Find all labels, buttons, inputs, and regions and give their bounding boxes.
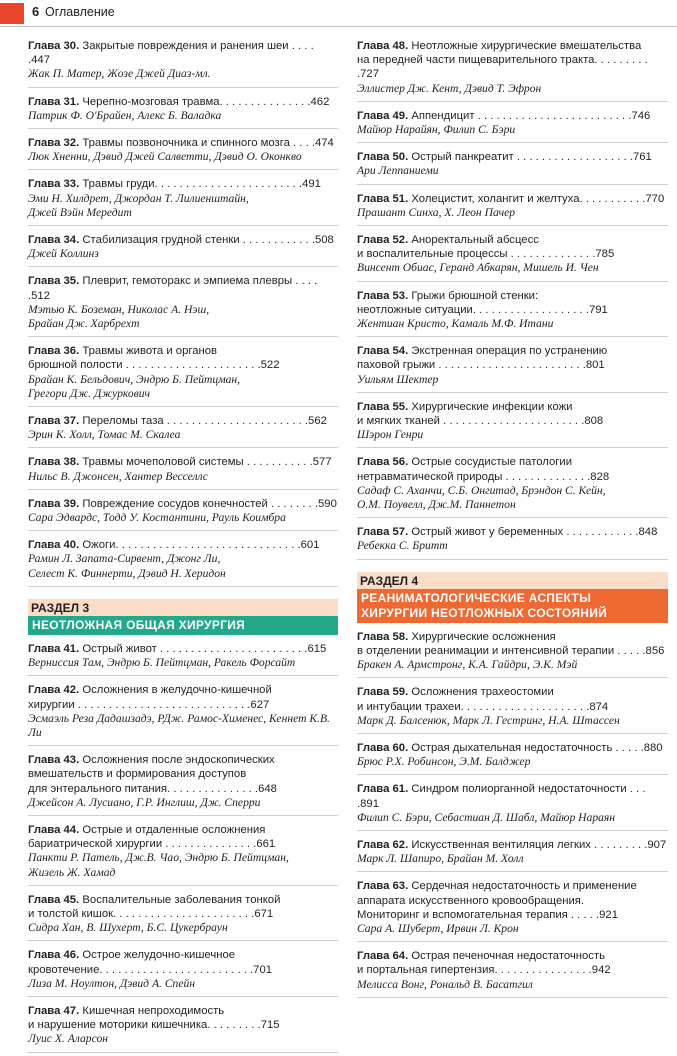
section-label: РАЗДЕЛ 3: [28, 599, 338, 616]
toc-entry[interactable]: [357, 451, 668, 518]
chapter-number: Глава 45.: [28, 893, 83, 906]
toc-entry[interactable]: [28, 410, 338, 448]
section-title-banner: [28, 616, 338, 635]
chapter-authors: Садаф С. Аханчи, С.Б. Онгитад, Брэндон С. Кейн,: [357, 483, 606, 497]
toc-entry[interactable]: [357, 340, 668, 393]
chapter-title: [28, 344, 338, 372]
chapter-title-line: Плеврит, гемоторакс и эмпиема плевры . . . . .512: [28, 275, 318, 302]
toc-entry[interactable]: [357, 146, 668, 184]
chapter-number: Глава 63.: [357, 880, 412, 893]
toc-entry[interactable]: [28, 35, 338, 88]
chapter-title-line: Травмы живота и органов: [82, 345, 218, 358]
chapter-number: Глава 33.: [28, 178, 83, 191]
chapter-number: Глава 32.: [28, 137, 83, 150]
chapter-authors: Лиза М. Ноултон, Дэвид А. Спейн: [28, 976, 196, 990]
section-title-line: ХИРУРГИИ НЕОТЛОЖНЫХ СОСТОЯНИЙ: [361, 605, 608, 620]
section-title-banner: [357, 589, 668, 623]
chapter-authors: Марк Л. Шапиро, Брайан М. Холл: [357, 852, 524, 866]
chapter-title-line: Аноректальный абсцесс: [411, 234, 539, 247]
chapter-title: [357, 782, 668, 810]
chapter-title-line: и воспалительные процессы . . . . . . . . . . . . . .785: [357, 248, 615, 261]
chapter-authors: Эрин К. Холл, Томас М. Скалеа: [28, 428, 181, 442]
chapter-title-line: Хирургические инфекции кожи: [411, 400, 573, 413]
chapter-title: [357, 525, 668, 539]
chapter-title: [28, 753, 338, 796]
chapter-authors: Люк Хненни, Дэвид Джей Салветти, Дэвид О. Оконкво: [28, 150, 302, 164]
chapter-title-line: Неотложные хирургические вмешательства: [411, 40, 642, 52]
chapter-title-line: и мягких тканей . . . . . . . . . . . . . . . . . . . . . . .808: [357, 415, 604, 428]
chapter-title-line: Травмы груди. . . . . . . . . . . . . . . . . . . . . . . .491: [82, 178, 321, 191]
chapter-title-line: Искусственная вентиляция легких . . . . . . . . .907: [411, 838, 667, 851]
chapter-title-line: Острая дыхательная недостаточность . . . . .880: [411, 741, 663, 754]
toc-entry[interactable]: [28, 270, 338, 337]
chapter-title-line: паховой грыжи . . . . . . . . . . . . . . . . . . . . . . . .801: [357, 359, 605, 372]
chapter-number: Глава 62.: [357, 838, 412, 851]
chapter-number: Глава 30.: [28, 40, 83, 52]
chapter-number: Глава 56.: [357, 456, 412, 469]
chapter-title: [357, 192, 668, 206]
chapter-title-line: аппарата искусственного кровообращения.: [357, 894, 585, 907]
chapter-number: Глава 37.: [28, 415, 83, 428]
toc-entry[interactable]: [357, 521, 668, 559]
toc-entry[interactable]: [357, 875, 668, 942]
chapter-number: Глава 31.: [28, 95, 83, 108]
toc-entry[interactable]: [357, 229, 668, 282]
chapter-title-line: Грыжи брюшной стенки:: [411, 289, 539, 302]
toc-entry[interactable]: [357, 35, 668, 102]
chapter-title-line: Острый живот . . . . . . . . . . . . . . . . . . . . . . . .615: [82, 642, 327, 655]
chapter-title: [28, 39, 338, 67]
toc-entry[interactable]: [357, 626, 668, 679]
chapter-authors: Джей Коллинз: [28, 247, 99, 261]
chapter-title-line: бариатрической хирургии . . . . . . . . . . . . . . .661: [28, 838, 276, 851]
chapter-authors: Жентиан Кристо, Камаль М.Ф. Итани: [357, 317, 554, 331]
chapter-title: [357, 879, 668, 922]
chapter-authors: Нильс В. Джонсен, Хантер Весселлс: [28, 469, 208, 483]
chapter-authors: Филип С. Бэри, Себастиан Д. Шабл, Майюр Нараян: [357, 810, 616, 824]
chapter-title: [28, 1004, 338, 1032]
toc-entry[interactable]: [357, 396, 668, 449]
chapter-authors: Луис Х. Аларсон: [28, 1032, 108, 1046]
chapter-number: Глава 38.: [28, 456, 83, 469]
chapter-title: [28, 136, 338, 150]
chapter-number: Глава 40.: [28, 539, 83, 552]
chapter-number: Глава 54.: [357, 345, 412, 358]
toc-entry[interactable]: [28, 944, 338, 997]
chapter-authors: Патрик Ф. О'Брайен, Алекс Б. Валадка: [28, 108, 222, 122]
chapter-title-line: Осложнения после эндоскопических: [82, 754, 275, 767]
chapter-title-line: и толстой кишок. . . . . . . . . . . . . . . . . . . . . . .671: [28, 907, 274, 920]
chapter-authors: Эми Н. Хилдрет, Джордан Т. Лилиенштайн,: [28, 191, 249, 205]
toc-entry[interactable]: [28, 749, 338, 816]
chapter-authors: Мелисса Вонг, Рональд В. Басатгил: [357, 977, 533, 991]
chapter-title: [28, 497, 338, 511]
chapter-title: [28, 948, 338, 976]
chapter-authors: Эсмаэль Реза Дадашзадэ, РДж. Рамос-Хименес, Кеннет К.В. Ли: [28, 711, 330, 739]
chapter-authors: Брюс Р.Х. Робинсон, Э.М. Балджер: [357, 755, 531, 769]
chapter-number: Глава 41.: [28, 642, 83, 655]
chapter-title: [357, 233, 668, 261]
chapter-number: Глава 46.: [28, 949, 83, 962]
chapter-number: Глава 51.: [357, 192, 412, 205]
toc-entry[interactable]: [28, 493, 338, 531]
chapter-title-line: Осложнения в желудочно-кишечной: [82, 684, 272, 697]
chapter-title: [28, 642, 338, 656]
section-header: [28, 599, 338, 635]
page-number: 6: [32, 4, 40, 19]
chapter-title-line: вмешательств и формирования доступов: [28, 768, 247, 781]
chapter-title: [28, 233, 338, 247]
chapter-number: Глава 53.: [357, 289, 412, 302]
chapter-title-line: Осложнения трахеостомии: [411, 686, 554, 699]
toc-entry[interactable]: [357, 285, 668, 338]
chapter-number: Глава 35.: [28, 275, 83, 288]
toc-entry[interactable]: [28, 819, 338, 886]
chapter-title: [28, 683, 338, 711]
chapter-title-line: в отделении реанимации и интенсивной терапии . . . . .856: [357, 644, 665, 657]
toc-entry[interactable]: [28, 679, 338, 746]
page-header: [0, 0, 677, 27]
chapter-title-line: Аппендицит . . . . . . . . . . . . . . . . . . . . . . . . .746: [411, 109, 651, 122]
chapter-authors: Джей Вэйн Мередит: [28, 205, 132, 219]
toc-entry[interactable]: [28, 534, 338, 587]
chapter-number: Глава 49.: [357, 109, 412, 122]
chapter-title-line: Сердечная недостаточность и применение: [411, 880, 637, 893]
chapter-number: Глава 44.: [28, 823, 83, 836]
chapter-number: Глава 50.: [357, 151, 412, 164]
chapter-title-line: и нарушение моторики кишечника. . . . . . . . .715: [28, 1019, 280, 1032]
chapter-title-line: Острые и отдаленные осложнения: [82, 823, 266, 836]
chapter-title-line: Синдром полиорганной недостаточности . . . .891: [357, 783, 646, 810]
chapter-authors: Верниссия Там, Эндрю Б. Пейтцман, Ракель Форсайт: [28, 656, 296, 670]
chapter-authors: Брайан Дж. Харбрехт: [28, 317, 140, 331]
chapter-authors: Шэрон Генри: [357, 428, 424, 442]
chapter-number: Глава 34.: [28, 234, 83, 247]
chapter-title: [357, 39, 668, 82]
toc-entry[interactable]: [28, 1000, 338, 1053]
chapter-authors: Марк Д. Балсенюк, Марк Л. Гестринг, Н.А. Штассен: [357, 713, 620, 727]
chapter-number: Глава 58.: [357, 630, 412, 643]
toc-entry[interactable]: [357, 105, 668, 143]
chapter-title-line: Воспалительные заболевания тонкой: [82, 893, 281, 906]
chapter-authors: Бракен А. Армстронг, К.А. Гайдри, Э.К. Мэй: [357, 658, 578, 672]
chapter-title-line: Ожоги. . . . . . . . . . . . . . . . . . . . . . . . . . . . . .601: [82, 539, 320, 552]
chapter-title: [28, 455, 338, 469]
section-title-line: НЕОТЛОЖНАЯ ОБЩАЯ ХИРУРГИЯ: [32, 617, 246, 632]
chapter-title-line: нетравматической природы . . . . . . . . . . . . . .828: [357, 470, 610, 483]
chapter-title-line: Острый живот у беременных . . . . . . . . . . . .848: [411, 526, 658, 539]
toc-entry[interactable]: [28, 638, 338, 676]
section-title-line: РЕАНИМАТОЛОГИЧЕСКИЕ АСПЕКТЫ: [361, 590, 592, 605]
chapter-title-line: хирургии . . . . . . . . . . . . . . . . . . . . . . . . . . . .627: [28, 698, 270, 711]
chapter-title-line: Экстренная операция по устранению: [411, 345, 608, 358]
header-divider: [0, 26, 677, 27]
toc-entry[interactable]: [28, 229, 338, 267]
chapter-title-line: Закрытые повреждения и ранения шеи . . . . .447: [28, 40, 314, 67]
chapter-number: Глава 48.: [357, 40, 412, 52]
chapter-title: [28, 538, 338, 552]
chapter-title: [28, 177, 338, 191]
chapter-title-line: Острый панкреатит . . . . . . . . . . . . . . . . . . .761: [411, 151, 652, 164]
chapter-number: Глава 47.: [28, 1004, 83, 1017]
chapter-title: [357, 150, 668, 164]
section-label: РАЗДЕЛ 4: [357, 572, 668, 589]
toc-entry[interactable]: [28, 173, 338, 226]
chapter-title: [357, 630, 668, 658]
chapter-title: [357, 109, 668, 123]
chapter-title-line: кровотечение. . . . . . . . . . . . . . . . . . . . . . . . .701: [28, 963, 273, 976]
chapter-title-line: и портальная гипертензия. . . . . . . . . . . . . . . .942: [357, 964, 611, 977]
chapter-authors: Уильям Шектер: [357, 372, 439, 386]
chapter-title: [357, 838, 668, 852]
toc-entry[interactable]: [28, 451, 338, 489]
chapter-title: [357, 289, 668, 317]
chapter-title-line: Острые сосудистые патологии: [411, 456, 573, 469]
toc-entry[interactable]: [28, 132, 338, 170]
chapter-title-line: Переломы таза . . . . . . . . . . . . . . . . . . . . . . .562: [82, 415, 327, 428]
chapter-title-line: Острое желудочно-кишечное: [82, 949, 236, 962]
toc-entry[interactable]: [357, 681, 668, 734]
toc-entry[interactable]: [357, 778, 668, 831]
chapter-authors: Рамин Л. Запата-Сирвент, Джонг Ли,: [28, 552, 221, 566]
section-header: [357, 572, 668, 623]
toc-entry[interactable]: [28, 91, 338, 129]
chapter-title-line: Мониторинг и вспомогательная терапия . . . . .921: [357, 908, 619, 921]
chapter-title-line: Стабилизация грудной стенки . . . . . . . . . . . .508: [82, 234, 334, 247]
chapter-title: [357, 400, 668, 428]
chapter-number: Глава 55.: [357, 400, 412, 413]
chapter-authors: Ари Леппаниеми: [357, 164, 439, 178]
chapter-number: Глава 52.: [357, 234, 412, 247]
chapter-title: [357, 685, 668, 713]
chapter-authors: Винсент Обиас, Геранд Абкарян, Мишель И. Чен: [357, 261, 599, 275]
chapter-authors: Сидра Хан, В. Шухерт, Б.С. Цукербраун: [28, 921, 228, 935]
chapter-title: [357, 344, 668, 372]
chapter-authors: Майюр Нарайян, Филип С. Бэри: [357, 123, 516, 137]
chapter-title: [28, 823, 338, 851]
toc-right-column: [357, 35, 668, 1001]
chapter-title: [357, 741, 668, 755]
chapter-authors: Мэтью К. Боземан, Николас А. Нэш,: [28, 302, 210, 316]
chapter-title-line: Черепно-мозговая травма. . . . . . . . . . . . . . .462: [82, 95, 330, 108]
chapter-title-line: на передней части пищеварительного тракта. . . . . . . . . .727: [357, 54, 648, 81]
chapter-authors: Сара Эдвардс, Тодд У. Костантини, Рауль Коимбра: [28, 511, 286, 525]
chapter-number: Глава 36.: [28, 345, 83, 358]
chapter-authors: Ребекка С. Бритт: [357, 539, 448, 553]
toc-entry[interactable]: [357, 737, 668, 775]
chapter-title: [28, 95, 338, 109]
chapter-title-line: Кишечная непроходимость: [82, 1004, 225, 1017]
chapter-title: [357, 949, 668, 977]
chapter-authors: Сара А. Шуберт, Ирвин Л. Крон: [357, 921, 519, 935]
toc-entry[interactable]: [357, 945, 668, 998]
chapter-authors: Джейсон А. Лусиано, Г.Р. Инглиш, Дж. Сперри: [28, 795, 261, 809]
chapter-number: Глава 39.: [28, 497, 83, 510]
chapter-authors: Панкти Р. Патель, Дж.В. Чао, Эндрю Б. Пейтцман,: [28, 851, 289, 865]
chapter-title-line: Повреждение сосудов конечностей . . . . . . . .590: [82, 497, 337, 510]
chapter-number: Глава 61.: [357, 783, 412, 796]
chapter-title-line: неотложные ситуации. . . . . . . . . . . . . . . . . . .791: [357, 303, 608, 316]
chapter-title: [28, 274, 338, 302]
chapter-number: Глава 57.: [357, 526, 412, 539]
toc-entry[interactable]: [357, 834, 668, 872]
chapter-title-line: для энтерального питания. . . . . . . . . . . . . . .648: [28, 782, 277, 795]
chapter-authors: Грегори Дж. Джуркович: [28, 386, 151, 400]
toc-entry[interactable]: [28, 340, 338, 407]
chapter-authors: Селест К. Финнерти, Дэвид Н. Херидон: [28, 566, 226, 580]
toc-left-column: [28, 35, 338, 1056]
chapter-title-line: и интубации трахеи. . . . . . . . . . . . . . . . . . . . .874: [357, 700, 609, 713]
chapter-authors: Жак П. Матер, Жозе Джей Диаз-мл.: [28, 67, 211, 81]
toc-entry[interactable]: [357, 188, 668, 226]
page-header-title: Оглавление: [45, 5, 115, 19]
chapter-title-line: Травмы позвоночника и спинного мозга . . . .474: [82, 137, 334, 150]
chapter-number: Глава 42.: [28, 684, 83, 697]
chapter-authors: Жизель Ж. Хамад: [28, 865, 116, 879]
chapter-title-line: Холецистит, холангит и желтуха. . . . . . . . . . .770: [411, 192, 665, 205]
chapter-authors: О.М. Поувелл, Дж.М. Паннетон: [357, 498, 516, 512]
chapter-authors: Брайан К. Бельдович, Эндрю Б. Пейтцман,: [28, 372, 241, 386]
chapter-number: Глава 59.: [357, 686, 412, 699]
chapter-title-line: Хирургические осложнения: [411, 630, 556, 643]
page-corner-mark: [0, 3, 24, 24]
chapter-title-line: брюшной полости . . . . . . . . . . . . . . . . . . . . . .522: [28, 359, 280, 372]
chapter-title-line: Острая печеночная недостаточность: [411, 950, 606, 963]
chapter-authors: Прашант Синха, Х. Леон Пачер: [357, 205, 516, 219]
chapter-title: [357, 455, 668, 483]
chapter-number: Глава 43.: [28, 754, 83, 767]
chapter-title-line: Травмы мочеполовой системы . . . . . . . . . . .577: [82, 456, 332, 469]
toc-entry[interactable]: [28, 889, 338, 942]
chapter-number: Глава 64.: [357, 950, 412, 963]
chapter-title: [28, 414, 338, 428]
chapter-number: Глава 60.: [357, 741, 412, 754]
chapter-authors: Эллистер Дж. Кент, Дэвид Т. Эфрон: [357, 81, 542, 95]
chapter-title: [28, 893, 338, 921]
